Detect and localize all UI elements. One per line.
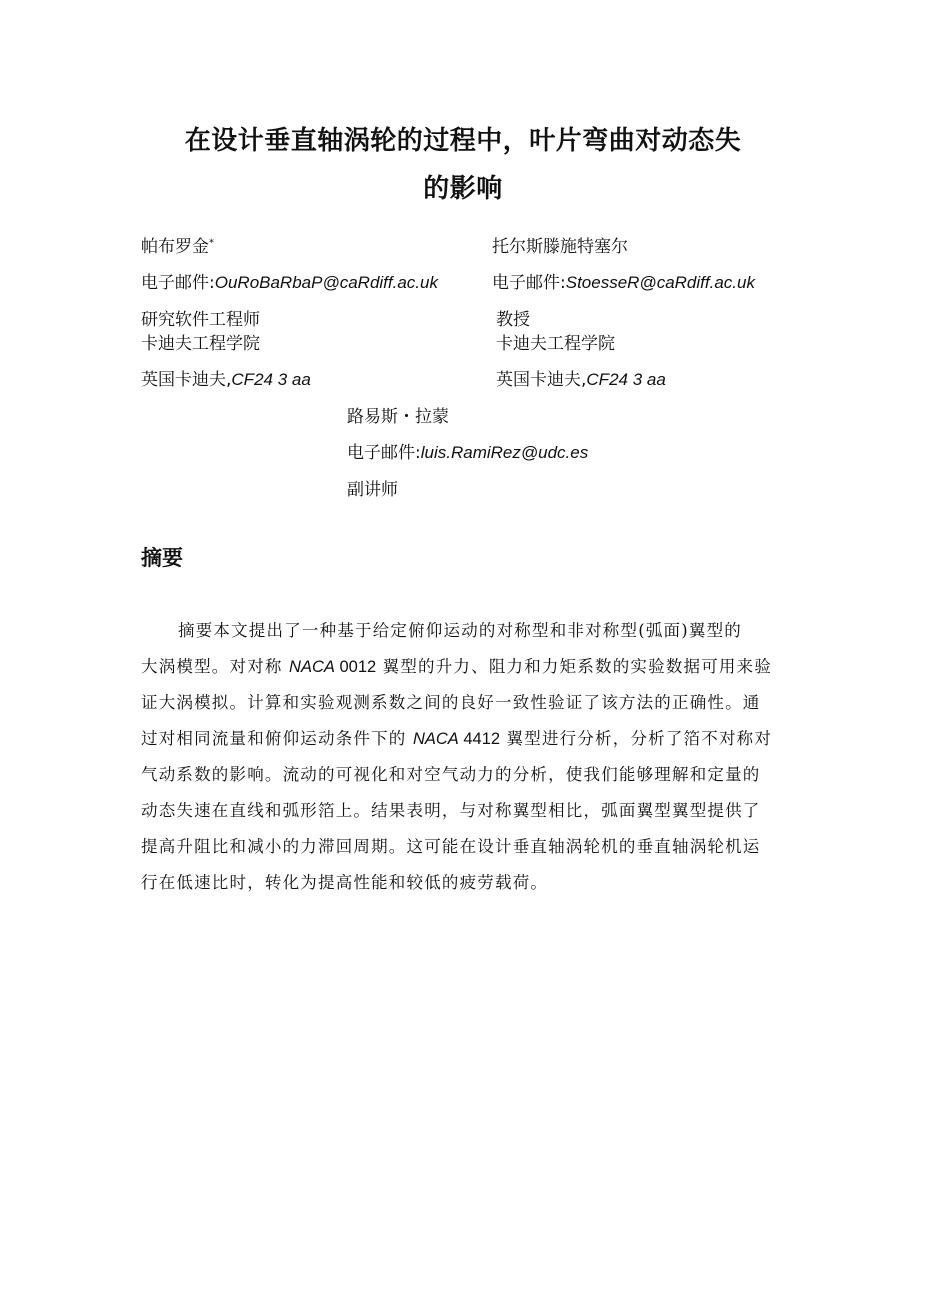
author-2-postcode: CF24 3 aa [586,370,666,389]
author-3-email-line [347,442,588,464]
author-1-role: 研究软件工程师 [141,310,260,330]
author-1-email-line [141,272,438,294]
author-1-location: 英国卡迪夫, [141,370,232,390]
author-2-role: 教授 [496,310,530,330]
paper-title-line-2: 的影响 [423,174,503,204]
author-3-name: 路易斯・拉蒙 [347,407,449,427]
author-1-name: 帕布罗金 [141,237,209,257]
abstract-line-4: 过对相同流量和俯仰运动条件下的 NACA 4412 翼型进行分析，分析了箔不对称对 [141,729,773,748]
abstract-line-6: 动态失速在直线和弧形箔上。结果表明，与对称翼型相比，弧面翼型翼型提供了 [141,801,761,820]
abstract-line-8: 行在低速比时，转化为提高性能和较低的疲劳载荷。 [141,873,549,892]
abstract-line-3: 证大涡模拟。计算和实验观测系数之间的良好一致性验证了该方法的正确性。通 [141,693,761,712]
abstract-line-5: 气动系数的影响。流动的可视化和对空气动力的分析，使我们能够理解和定量的 [141,765,761,784]
author-2-institution: 卡迪夫工程学院 [496,334,615,354]
abstract-line-2: 大涡模型。对对称 NACA 0012 翼型的升力、阻力和力矩系数的实验数据可用来验 [141,657,773,676]
paper-title-line-1: 在设计垂直轴涡轮的过程中，叶片弯曲对动态失 [184,126,742,156]
author-1-email-label: 电子邮件: [141,273,215,293]
abstract-line-7: 提高升阻比和减小的力滞回周期。这可能在设计垂直轴涡轮机的垂直轴涡轮机运 [141,837,761,856]
author-1-postcode: CF24 3 aa [231,370,311,389]
author-2-email[interactable]: StoesseR@caRdiff.ac.uk [565,273,755,292]
abstract-line-1: 摘要本文提出了一种基于给定俯仰运动的对称型和非对称型(弧面)翼型的 [178,621,742,640]
author-2-name: 托尔斯滕施特塞尔 [492,237,628,257]
author-3-email[interactable]: luis.RamiRez@udc.es [420,443,589,462]
author-2-location-line [496,369,666,391]
author-2-email-label: 电子邮件: [492,273,566,293]
author-1-institution: 卡迪夫工程学院 [141,334,260,354]
corresponding-author-mark: * [209,237,214,249]
abstract-heading: 摘要 [141,545,183,570]
author-3-email-label: 电子邮件: [347,443,421,463]
author-2-email-line [492,272,755,294]
author-2-location: 英国卡迪夫, [496,370,587,390]
author-1-location-line [141,369,311,391]
author-1-name-line [141,236,214,258]
author-3-role: 副讲师 [347,480,398,500]
author-1-email[interactable]: OuRoBaRbaP@caRdiff.ac.uk [214,273,438,292]
